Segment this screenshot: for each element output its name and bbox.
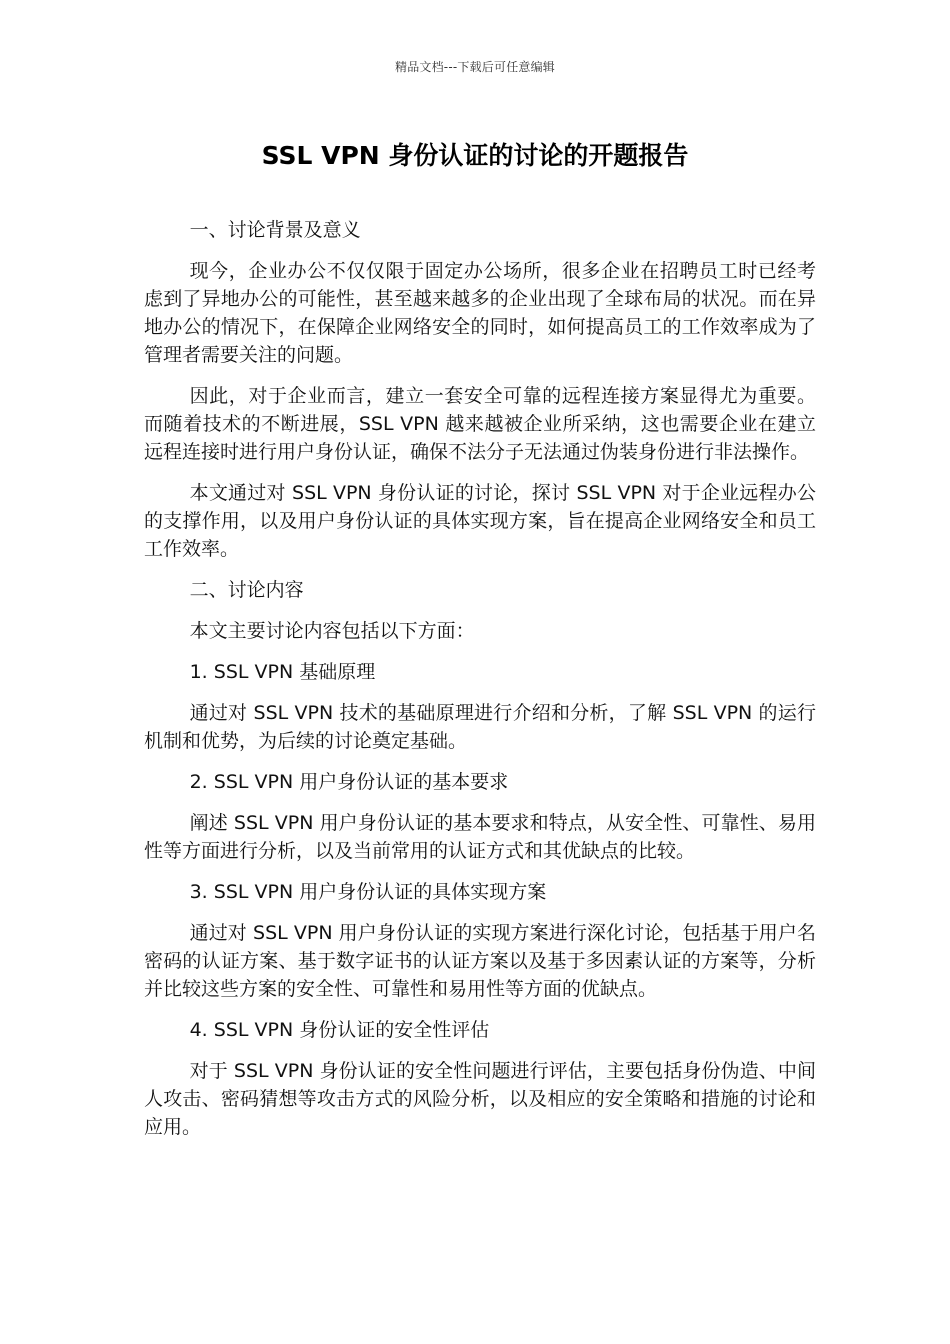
header-note: 精品文档---下载后可任意编辑 bbox=[395, 60, 555, 74]
section-heading-content: 二、讨论内容 bbox=[189, 579, 304, 601]
paragraph: 现今，企业办公不仅仅限于固定办公场所，很多企业在招聘员工时已经考虑到了异地办公的可能性，甚至越来越多的企业出现了全球布局的状况。而在异地办公的情况下，在保障企业网络安全的同时，如何提高员工的工作效率成为了管理者需要关注的问题。 bbox=[144, 260, 816, 366]
section-heading-background: 一、讨论背景及意义 bbox=[189, 219, 361, 241]
document-body bbox=[144, 216, 816, 1154]
section-intro: 本文主要讨论内容包括以下方面： bbox=[189, 620, 475, 642]
item-paragraph: 通过对 SSL VPN 用户身份认证的实现方案进行深化讨论，包括基于用户名密码的认证方案、基于数字证书的认证方案以及基于多因素认证的方案等，分析并比较这些方案的安全性、可靠性和易用性等方面的优缺点。 bbox=[144, 922, 816, 1000]
item-heading: 1. SSL VPN 基础原理 bbox=[189, 661, 376, 683]
paragraph: 本文通过对 SSL VPN 身份认证的讨论，探讨 SSL VPN 对于企业远程办公的支撑作用，以及用户身份认证的具体实现方案，旨在提高企业网络安全和员工工作效率。 bbox=[144, 482, 816, 560]
item-heading: 3. SSL VPN 用户身份认证的具体实现方案 bbox=[189, 881, 547, 903]
document-title: SSL VPN 身份认证的讨论的开题报告 bbox=[261, 141, 689, 170]
item-paragraph: 通过对 SSL VPN 技术的基础原理进行介绍和分析，了解 SSL VPN 的运行机制和优势，为后续的讨论奠定基础。 bbox=[144, 702, 816, 752]
item-paragraph: 对于 SSL VPN 身份认证的安全性问题进行评估，主要包括身份伪造、中间人攻击、密码猜想等攻击方式的风险分析，以及相应的安全策略和措施的讨论和应用。 bbox=[144, 1060, 816, 1138]
item-heading: 2. SSL VPN 用户身份认证的基本要求 bbox=[189, 771, 509, 793]
item-paragraph: 阐述 SSL VPN 用户身份认证的基本要求和特点，从安全性、可靠性、易用性等方面进行分析，以及当前常用的认证方式和其优缺点的比较。 bbox=[144, 812, 816, 862]
item-heading: 4. SSL VPN 身份认证的安全性评估 bbox=[189, 1019, 490, 1041]
paragraph: 因此，对于企业而言，建立一套安全可靠的远程连接方案显得尤为重要。而随着技术的不断进展，SSL VPN 越来越被企业所采纳，这也需要企业在建立远程连接时进行用户身份认证，确保不法分子无法通过伪装身份进行非法操作。 bbox=[144, 385, 816, 463]
